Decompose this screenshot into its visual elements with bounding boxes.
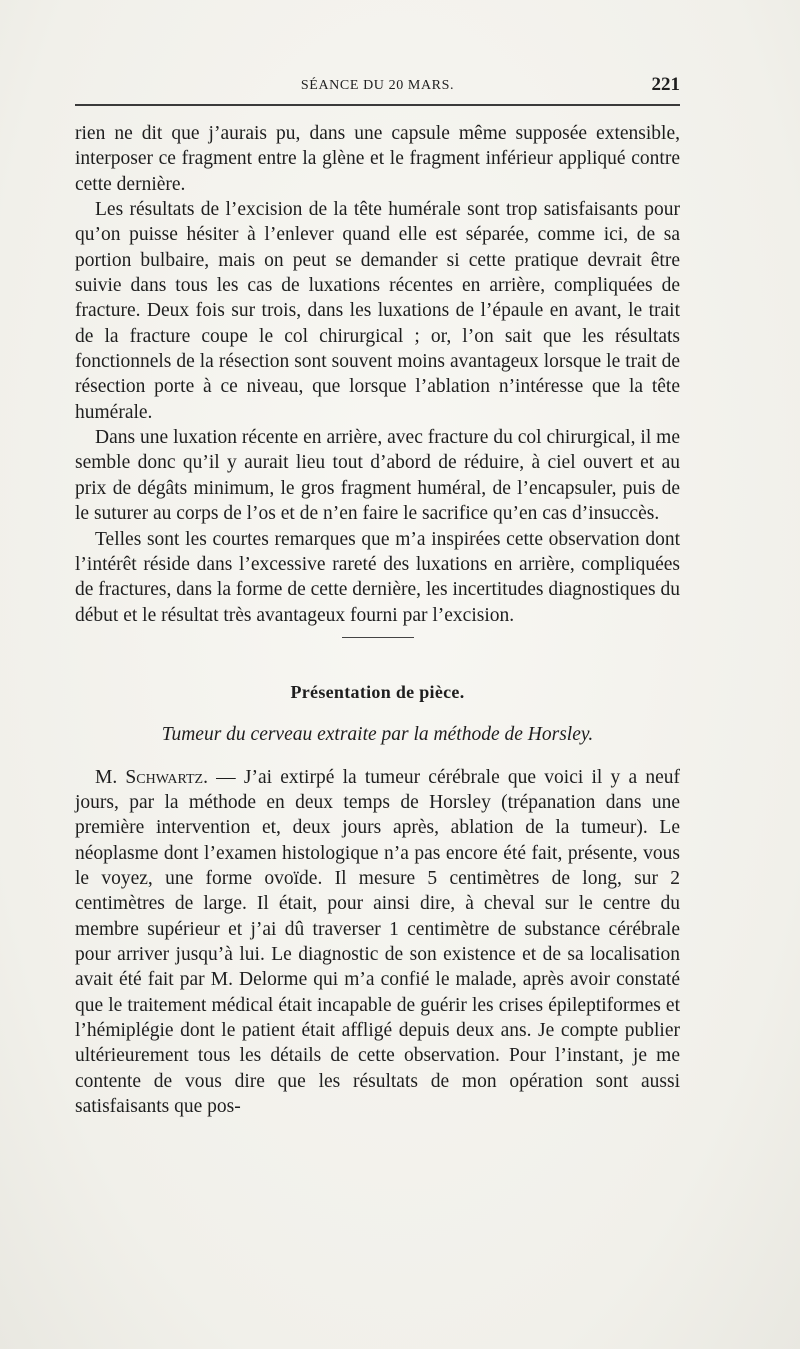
paragraph-closing-remarks: Telles sont les courtes remarques que m’a inspirées cette observation dont l’intérêt réside dans l’excessive rareté des luxations en arrière, compliquées de fractures, dans la forme de cette dernière, les incertitudes diagnostiques du début et le résultat très avantageux fourni par l’excision. <box>75 528 680 626</box>
section-subtitle: Tumeur du cerveau extraite par la méthode de Horsley. <box>161 724 594 746</box>
spacer <box>75 748 680 765</box>
paragraph-recent-luxation: Dans une luxation récente en arrière, avec fracture du col chirurgical, il me semble donc qu’il y aurait lieu tout d’abord de réduire, à ciel ouvert et au prix de dégâts minimum, le gros fragment huméral, de l’encapsuler, puis de le suturer au corps de l’os et de n’en faire le sacrifice qu’en cas d’insuccès. <box>75 427 680 525</box>
paragraph-continuation: rien ne dit que j’aurais pu, dans une capsule même supposée extensible, interposer ce fragment entre la glène et le fragment inférieur appliqué contre cette dernière. <box>75 123 680 195</box>
speaker-name: M. Schwartz. <box>95 766 208 788</box>
running-title: SÉANCE DU 20 MARS. <box>300 78 455 93</box>
paragraph-schwartz <box>75 765 680 1120</box>
page-header <box>75 74 680 100</box>
page-body <box>75 121 680 1119</box>
speaker-text: — J’ai extirpé la tumeur cérébrale que voici il y a neuf jours, par la méthode en deux temps de Horsley (trépanation dans une première intervention et, deux jours après, ablation de la tumeur). Le néoplasme dont l’examen histologique n’a pas encore été fait, présente, vous le voyez, une forme ovoïde. Il mesure 5 centimètres de long, sur 2 centimètres de large. Il était, pour ainsi dire, à cheval sur le centre du membre supérieur et j’ai dû traverser 1 centimètre de substance cérébrale pour arriver jusqu’à lui. Le diagnostic de son existence et de sa localisation avait été fait par M. Delorme qui m’a confié le malade, après avoir constaté que le traitement médical était incapable de guérir les crises épileptiformes et l’hémiplégie dont le patient était affligé depuis deux ans. Je compte publier ultérieurement tous les détails de cette observation. Pour l’instant, je me contente de vous dire que les résultats de mon opération sont aussi satisfaisants que pos- <box>75 766 680 1118</box>
section-separator <box>342 637 414 638</box>
header-rule <box>75 104 680 106</box>
page-number: 221 <box>651 74 680 95</box>
paragraph-excision-results: Les résultats de l’excision de la tête humérale sont trop satisfaisants pour qu’on puisse hésiter à l’enlever quand elle est séparée, comme ici, de sa portion bulbaire, mais on peut se demander si cette pratique devrait être suivie dans tous les cas de luxations récentes en arrière, compliquées de fracture. Deux fois sur trois, dans les luxations de l’épaule en avant, le trait de la fracture coupe le col chirurgical ; or, l’on sait que les résultats fonctionnels de la résection sont souvent moins avantageux lorsque le trait de résection porte à ce niveau, que lorsque l’ablation n’intéresse que la tête humérale. <box>75 199 680 423</box>
section-title: Présentation de pièce. <box>290 681 465 702</box>
